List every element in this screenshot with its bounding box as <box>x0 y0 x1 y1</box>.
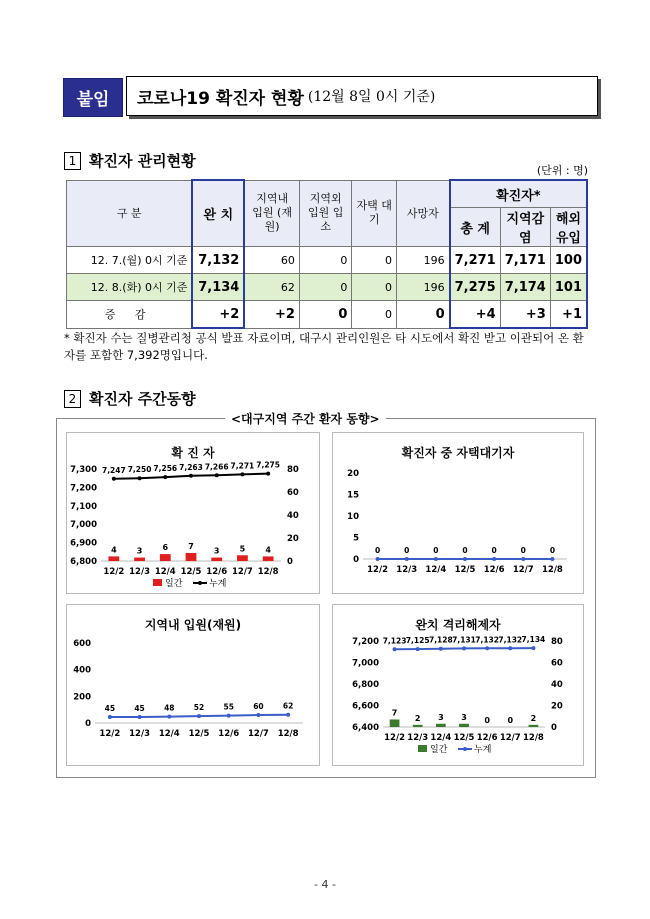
x-tick-label: 12/3 <box>129 729 151 739</box>
legend-label: 누계 <box>209 579 227 589</box>
point-label: 0 <box>374 546 381 555</box>
x-tick-label: 12/2 <box>99 729 121 739</box>
line-point <box>266 472 270 476</box>
bar <box>436 724 446 727</box>
point-label: 0 <box>404 546 410 555</box>
x-tick-label: 12/2 <box>384 733 406 743</box>
bar-label: 5 <box>239 544 246 554</box>
point-label: 48 <box>164 703 175 713</box>
line-point <box>197 714 201 718</box>
point-label: 7,134 <box>521 635 546 645</box>
point-label: 7,132 <box>498 635 523 645</box>
line-point <box>189 474 193 478</box>
table-row <box>67 301 588 329</box>
bar-label: 4 <box>265 545 271 555</box>
y-tick-label: 7,200 <box>70 483 97 494</box>
cell-overseas: 101 <box>550 274 587 301</box>
status-table <box>66 179 588 329</box>
cell-outside-hosp: 0 <box>299 274 351 301</box>
line-point <box>112 477 116 481</box>
y-tick-label: 6,800 <box>352 680 379 690</box>
y2-tick-label: 0 <box>551 723 557 733</box>
line-point <box>286 713 290 717</box>
point-label: 7,131 <box>452 635 476 645</box>
cell-local-infect: 7,174 <box>500 274 550 301</box>
section1-number: 1 <box>64 152 81 170</box>
y-tick-label: 7,000 <box>70 520 97 531</box>
x-tick-label: 12/8 <box>257 567 279 577</box>
table-row <box>67 274 588 301</box>
x-tick-label: 12/4 <box>158 729 180 739</box>
line-point <box>485 646 489 650</box>
bar <box>160 554 171 561</box>
page-number: - 4 - <box>314 878 336 891</box>
point-label: 0 <box>433 546 439 555</box>
footnote: * 확진자 수는 질병관리청 공식 발표 자료이며, 대구시 관리인원은 타 시도에서 확진 받고 이관되어 온 환자를 포함한 7,392명입니다. <box>64 331 584 362</box>
chart-title: 확진자 중 자택대기자 <box>401 446 515 460</box>
x-tick-label: 12/5 <box>453 733 475 743</box>
page-subtitle: (12월 8일 0시 기준) <box>307 89 436 105</box>
y2-tick-label: 0 <box>287 557 293 567</box>
cell-overseas: +1 <box>550 301 587 329</box>
y-tick-label: 6,800 <box>70 557 97 567</box>
section1-heading <box>64 150 196 171</box>
x-tick-label: 12/5 <box>180 567 202 577</box>
point-label: 7,250 <box>127 465 152 475</box>
col-outside-hosp: 지역외 입원 입소 <box>299 180 351 247</box>
cell-local-hosp: 60 <box>244 247 299 274</box>
bar-label: 0 <box>507 716 514 725</box>
cell-total: 7,275 <box>450 274 501 301</box>
chart-title: 지역내 입원(재원) <box>144 618 242 632</box>
point-label: 45 <box>134 704 145 713</box>
bar-label: 7 <box>188 541 194 551</box>
y2-tick-label: 80 <box>551 637 563 647</box>
bar-label: 6 <box>162 543 169 553</box>
chart-confirmed-svg <box>67 433 319 593</box>
chart-recovered-svg <box>333 605 583 765</box>
bar-label: 4 <box>111 545 117 555</box>
y-tick-label: 6,600 <box>352 701 379 712</box>
y2-tick-label: 20 <box>551 701 563 712</box>
legend-label: 일간 <box>165 579 183 589</box>
line-point <box>138 715 142 719</box>
cell-local-hosp: +2 <box>244 301 299 329</box>
y-tick-label: 7,100 <box>70 501 97 512</box>
legend-swatch-bar <box>418 745 427 752</box>
bar-label: 3 <box>136 546 143 556</box>
x-tick-label: 12/6 <box>218 729 240 739</box>
line-point <box>416 647 420 651</box>
point-label: 7,271 <box>230 461 255 471</box>
cell-local-infect: 7,171 <box>500 247 550 274</box>
point-label: 7,247 <box>101 465 126 475</box>
x-tick-label: 12/7 <box>512 565 534 575</box>
cell-recovered: +2 <box>192 301 244 329</box>
y-tick-label: 6,900 <box>70 538 97 549</box>
col-deaths: 사망자 <box>396 180 449 247</box>
y2-tick-label: 40 <box>287 511 299 521</box>
line-point <box>376 557 380 561</box>
x-tick-label: 12/8 <box>277 729 299 739</box>
line-point <box>462 646 466 650</box>
bar <box>459 724 469 727</box>
cell-home-wait: 0 <box>352 274 397 301</box>
bar <box>211 558 222 561</box>
x-tick-label: 12/6 <box>476 733 498 743</box>
line-point <box>240 472 244 476</box>
cell-local-infect: +3 <box>500 301 550 329</box>
y-tick-label: 5 <box>353 533 359 544</box>
x-tick-label: 12/3 <box>396 565 418 575</box>
cell-home-wait: 0 <box>352 247 397 274</box>
x-tick-label: 12/5 <box>454 565 476 575</box>
cell-total: 7,271 <box>450 247 501 274</box>
bar <box>413 725 423 727</box>
section2-heading <box>64 388 196 409</box>
x-tick-label: 12/3 <box>129 567 151 577</box>
bar <box>390 719 400 727</box>
cell-deaths: 0 <box>396 301 449 329</box>
cell-home-wait: 0 <box>352 301 397 329</box>
cell-recovered: 7,132 <box>192 247 244 274</box>
col-local-hosp: 지역내 입원 (재원) <box>244 180 299 247</box>
x-tick-label: 12/5 <box>188 729 210 739</box>
line-point <box>393 647 397 651</box>
y-tick-label: 0 <box>85 719 91 729</box>
line-point <box>550 557 554 561</box>
line-point <box>492 557 496 561</box>
bar-label: 3 <box>213 546 220 556</box>
bar <box>186 553 197 561</box>
legend-label: 누계 <box>474 745 492 755</box>
x-tick-label: 12/7 <box>499 733 521 743</box>
section2-title: 확진자 주간동향 <box>89 390 196 408</box>
line-point <box>405 557 409 561</box>
point-label: 0 <box>491 546 497 555</box>
chart-local-hosp <box>66 604 320 766</box>
point-label: 0 <box>462 546 468 555</box>
x-tick-label: 12/8 <box>522 733 544 743</box>
chart-title: 확 진 자 <box>171 446 215 460</box>
bar-label: 2 <box>414 713 421 723</box>
col-local-infect: 지역감염 <box>500 208 550 247</box>
point-label: 7,132 <box>475 635 500 645</box>
y-tick-label: 7,000 <box>352 658 379 669</box>
bar <box>134 558 145 561</box>
chart-recovered <box>332 604 584 766</box>
point-label: 52 <box>193 703 205 713</box>
point-label: 7,266 <box>204 462 229 472</box>
y-tick-label: 200 <box>73 692 91 703</box>
x-tick-label: 12/2 <box>103 567 125 577</box>
point-label: 7,275 <box>256 460 281 470</box>
line-point <box>434 557 438 561</box>
y-tick-label: 600 <box>73 639 91 649</box>
point-label: 0 <box>549 546 556 555</box>
bar <box>108 556 119 561</box>
line-point <box>108 715 112 719</box>
col-confirmed: 확진자* <box>450 180 587 208</box>
x-tick-label: 12/6 <box>483 565 505 575</box>
section2-number: 2 <box>64 390 81 408</box>
bar-label: 3 <box>461 712 467 722</box>
point-label: 7,128 <box>428 635 453 645</box>
point-label: 7,125 <box>405 636 430 646</box>
y-tick-label: 400 <box>73 665 91 676</box>
point-label: 45 <box>104 704 116 713</box>
point-label: 60 <box>253 702 264 711</box>
bar-label: 0 <box>484 716 490 725</box>
legend-swatch-bar <box>153 579 162 586</box>
line-point <box>138 476 142 480</box>
line-point <box>521 557 525 561</box>
line-point <box>531 646 535 650</box>
line-point <box>215 473 219 477</box>
x-tick-label: 12/3 <box>407 733 429 743</box>
x-tick-label: 12/7 <box>231 567 253 577</box>
section1-title: 확진자 관리현황 <box>89 152 196 170</box>
row-label: 증 감 <box>67 301 193 329</box>
bar <box>237 555 248 561</box>
appendix-tag: 붙임 <box>63 78 123 117</box>
point-label: 7,263 <box>179 462 203 472</box>
chart-confirmed <box>66 432 320 594</box>
col-total: 총 계 <box>450 208 501 247</box>
row-label: 12. 7.(월) 0시 기준 <box>67 247 193 274</box>
point-label: 62 <box>282 701 294 711</box>
title-box <box>126 76 598 116</box>
bar-label: 2 <box>530 713 537 723</box>
y2-tick-label: 80 <box>287 465 299 475</box>
chart-home-wait <box>332 432 584 594</box>
col-home-wait: 자택 대기 <box>352 180 397 247</box>
line-point <box>463 557 467 561</box>
line-point <box>256 713 260 717</box>
x-tick-label: 12/8 <box>541 565 563 575</box>
bar-label: 7 <box>391 708 398 718</box>
x-tick-label: 12/4 <box>154 567 176 577</box>
cell-overseas: 100 <box>550 247 587 274</box>
cell-local-hosp: 62 <box>244 274 299 301</box>
cell-recovered: 7,134 <box>192 274 244 301</box>
y-tick-label: 0 <box>353 555 359 565</box>
line-point <box>163 475 167 479</box>
y-tick-label: 10 <box>347 512 359 522</box>
unit-label: (단위 : 명) <box>536 164 588 177</box>
page-title: 코로나19 확진자 현황 <box>137 88 304 109</box>
bar <box>263 556 274 561</box>
point-label: 7,123 <box>382 636 407 646</box>
y2-tick-label: 20 <box>287 534 299 544</box>
x-tick-label: 12/4 <box>430 733 452 743</box>
cell-outside-hosp: 0 <box>299 247 351 274</box>
x-tick-label: 12/4 <box>425 565 447 575</box>
line-point <box>227 714 231 718</box>
cell-deaths: 196 <box>396 247 449 274</box>
col-division: 구 분 <box>67 180 193 247</box>
charts-caption: <대구지역 주간 환자 동향> <box>225 410 386 427</box>
y-tick-label: 7,300 <box>70 465 97 475</box>
x-tick-label: 12/7 <box>247 729 269 739</box>
point-label: 0 <box>520 546 526 555</box>
y2-tick-label: 60 <box>287 488 299 498</box>
chart-title: 완치 격리해제자 <box>415 618 501 632</box>
point-label: 7,256 <box>153 464 178 474</box>
line-point <box>508 646 512 650</box>
legend-label: 일간 <box>430 745 448 755</box>
y2-tick-label: 40 <box>551 680 563 690</box>
line-point <box>439 647 443 651</box>
bar <box>529 725 539 727</box>
cell-deaths: 196 <box>396 274 449 301</box>
cell-total: +4 <box>450 301 501 329</box>
x-tick-label: 12/6 <box>206 567 228 577</box>
table-row <box>67 247 588 274</box>
point-label: 55 <box>223 702 234 712</box>
y2-tick-label: 60 <box>551 658 563 669</box>
y-tick-label: 7,200 <box>352 637 379 647</box>
col-overseas: 해외유입 <box>550 208 587 247</box>
cell-outside-hosp: 0 <box>299 301 351 329</box>
x-tick-label: 12/2 <box>367 565 389 575</box>
chart-local-hosp-svg <box>67 605 319 765</box>
legend-swatch-point <box>198 581 202 585</box>
line-point <box>167 715 171 719</box>
chart-home-wait-svg <box>333 433 583 593</box>
col-recovered: 완 치 <box>192 180 244 247</box>
bar-label: 3 <box>438 712 444 722</box>
y-tick-label: 6,400 <box>352 723 379 733</box>
y-tick-label: 15 <box>347 490 359 501</box>
legend-swatch-point <box>463 747 467 751</box>
y-tick-label: 20 <box>347 469 359 479</box>
row-label: 12. 8.(화) 0시 기준 <box>67 274 193 301</box>
